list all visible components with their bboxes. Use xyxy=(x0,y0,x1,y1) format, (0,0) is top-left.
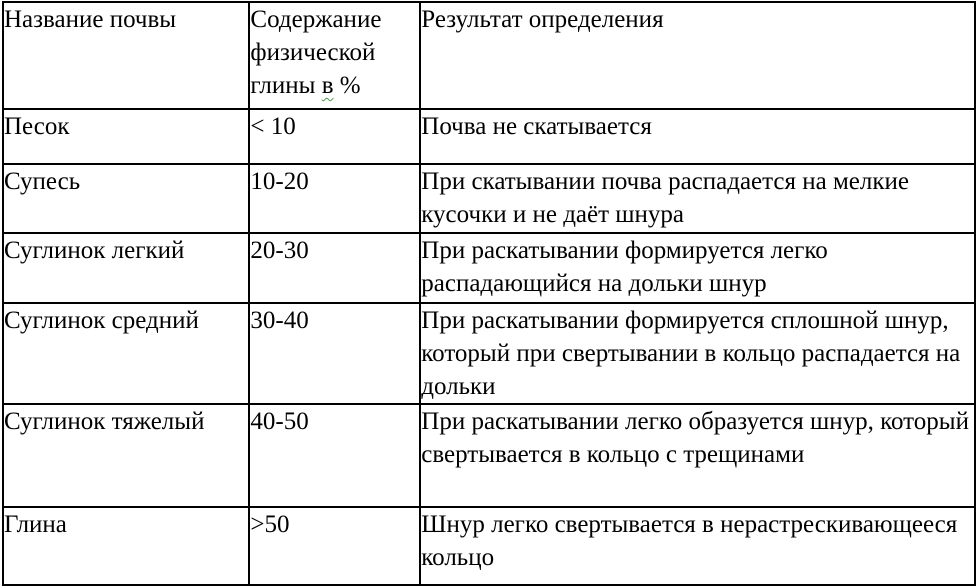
header-result: Результат определения xyxy=(420,2,975,109)
header-soil-name: Название почвы xyxy=(3,2,249,109)
header-clay-content-line3-unit: % xyxy=(339,72,361,99)
header-clay-content-line2: физической xyxy=(250,39,376,66)
table-row xyxy=(3,109,975,164)
row-soil-name: Суглинок легкий xyxy=(3,233,249,303)
soil-classification-table xyxy=(2,1,976,586)
row-result: При раскатывании формируется легко распадающийся на дольки шнур xyxy=(420,233,975,303)
row-clay-content: 20-30 xyxy=(249,233,420,303)
row-soil-name: Супесь xyxy=(3,164,249,233)
table-header-row xyxy=(3,2,975,109)
header-clay-content-line1: Содержание xyxy=(250,6,382,33)
row-soil-name: Глина xyxy=(3,507,249,585)
row-result: Почва не скатывается xyxy=(420,109,975,164)
row-clay-content: 40-50 xyxy=(249,404,420,507)
table-row xyxy=(3,164,975,233)
header-clay-content xyxy=(249,2,420,109)
header-clay-content-line3-word: глины xyxy=(250,72,316,99)
header-clay-content-line3-prep: в xyxy=(321,72,334,99)
row-clay-content: < 10 xyxy=(249,109,420,164)
row-result: При скатывании почва распадается на мелкие кусочки и не даёт шнура xyxy=(420,164,975,233)
table-row xyxy=(3,507,975,585)
row-clay-content: 10-20 xyxy=(249,164,420,233)
table-row xyxy=(3,303,975,404)
row-soil-name: Суглинок средний xyxy=(3,303,249,404)
row-result: Шнур легко свертывается в нерастрескивающееся кольцо xyxy=(420,507,975,585)
table-row xyxy=(3,404,975,507)
row-soil-name: Песок xyxy=(3,109,249,164)
row-result: При раскатывании легко образуется шнур, который свертывается в кольцо с трещинами xyxy=(420,404,975,507)
table-row xyxy=(3,233,975,303)
row-clay-content: 30-40 xyxy=(249,303,420,404)
row-clay-content: >50 xyxy=(249,507,420,585)
row-result: При раскатывании формируется сплошной шнур, который при свертывании в кольцо распадается на дольки xyxy=(420,303,975,404)
row-soil-name: Суглинок тяжелый xyxy=(3,404,249,507)
